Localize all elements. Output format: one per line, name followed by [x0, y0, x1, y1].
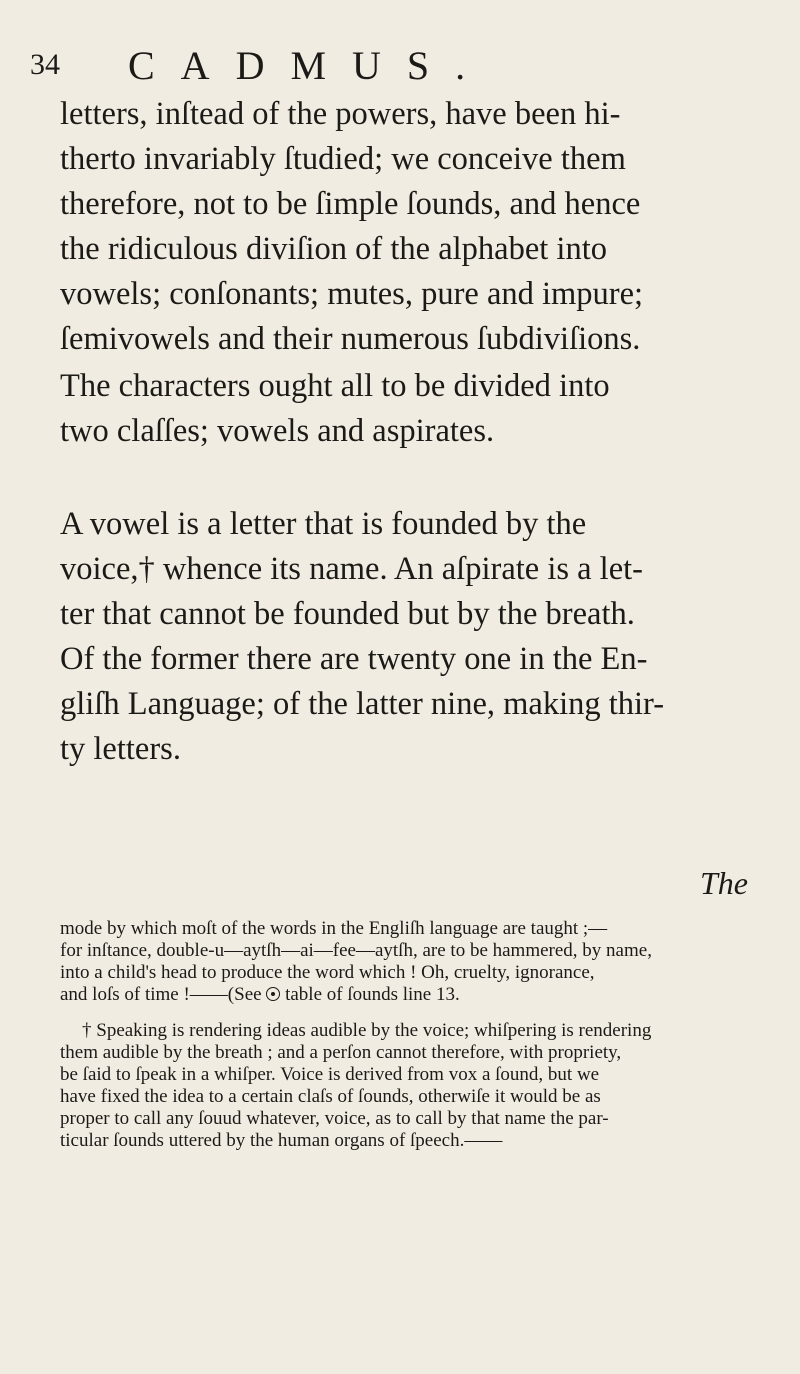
paragraph-1 — [60, 92, 760, 357]
text-line: Of the former there are twenty one in the En- — [60, 641, 648, 677]
footnote-line: have fixed the idea to a certain claſs of ſounds, otherwiſe it would be as — [60, 1086, 601, 1107]
text-line: vowels; conſonants; mutes, pure and impure; — [60, 276, 644, 312]
footnote-line: † Speaking is rendering ideas audible by the voice; whiſpering is rendering — [82, 1020, 652, 1041]
text-line: ty letters. — [60, 731, 181, 767]
footnote-line: into a child's head to produce the word which ! Oh, cruelty, ignorance, — [60, 962, 595, 983]
footnote-line: for inſtance, double-u—aytſh—ai—fee—aytſh, are to be hammered, by name, — [60, 940, 652, 961]
page-number: 34 — [30, 48, 60, 81]
footnotes — [60, 918, 770, 1152]
footnote-line: them audible by the breath ; and a perſon cannot therefore, with propriety, — [60, 1042, 622, 1063]
footnote-fragment: table of ſounds line 13. — [285, 984, 460, 1005]
catchword: The — [700, 865, 748, 901]
body-text — [60, 92, 760, 772]
page-header — [30, 42, 770, 92]
paragraph-3 — [60, 502, 760, 772]
footnote-line: mode by which moſt of the words in the Engliſh language are taught ;— — [60, 918, 608, 939]
text-line: the ridiculous diviſion of the alphabet into — [60, 231, 607, 267]
footnote-dagger — [60, 1020, 770, 1152]
footnote-continued — [60, 918, 770, 1006]
text-line: letters, inſtead of the powers, have been hi- — [60, 96, 621, 132]
text-line: ter that cannot be founded but by the breath. — [60, 596, 635, 632]
footnote-line: be ſaid to ſpeak in a whiſper. Voice is derived from vox a ſound, but we — [60, 1064, 600, 1085]
circled-dot-symbol-icon — [266, 987, 280, 1001]
footnote-fragment: and loſs of time !——(See — [60, 984, 262, 1005]
text-line: therefore, not to be ſimple ſounds, and hence — [60, 186, 641, 222]
text-line: two claſſes; vowels and aspirates. — [60, 413, 495, 449]
paragraph-2 — [60, 364, 760, 454]
footnote-line: proper to call any ſouud whatever, voice, as to call by that name the par- — [60, 1108, 609, 1129]
footnote-line — [60, 984, 770, 1006]
footnote-line: ticular ſounds uttered by the human organs of ſpeech.—— — [60, 1130, 503, 1151]
text-line: therto invariably ſtudied; we conceive them — [60, 141, 626, 177]
text-line: gliſh Language; of the latter nine, making thir- — [60, 686, 665, 722]
running-title: CADMUS. — [128, 43, 492, 88]
text-line: ſemivowels and their numerous ſubdiviſions. — [60, 321, 641, 357]
text-line: voice,† whence its name. An aſpirate is a let- — [60, 551, 643, 587]
text-line: The characters ought all to be divided into — [60, 368, 610, 404]
text-line: A vowel is a letter that is founded by the — [60, 506, 587, 542]
